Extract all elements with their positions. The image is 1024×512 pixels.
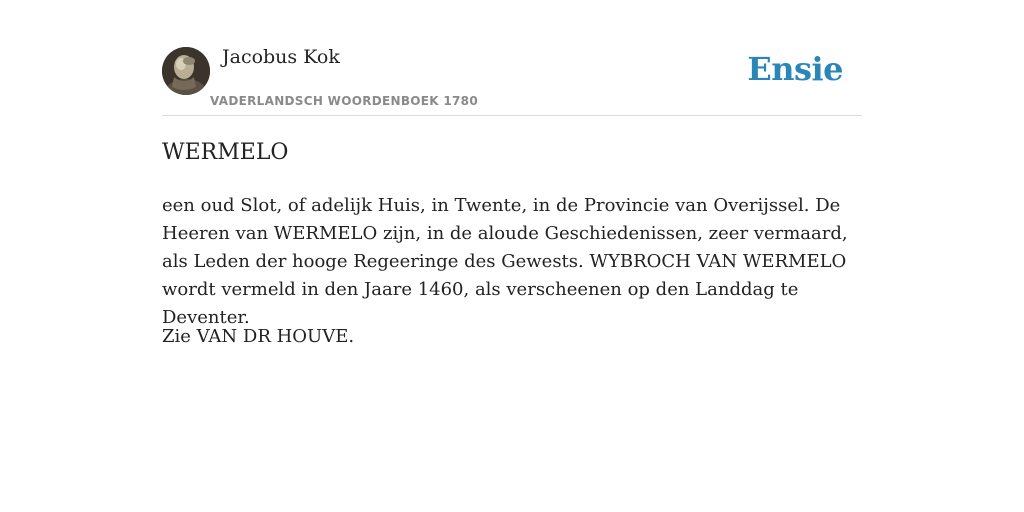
entry-definition: een oud Slot, of adelijk Huis, in Twente, in de Provincie van Overijssel. De Heeren van WERMELO zijn, in de aloude Geschiedenissen, zeer vermaard, als Leden der hooge Regeeringe des Gewests. WYBROCH VAN WERMELO wordt vermeld in den Jaare 1460, als verscheenen op den Landdag te Deventer. bbox=[162, 195, 848, 328]
source-title[interactable]: VADERLANDSCH WOORDENBOEK 1780 bbox=[210, 94, 478, 108]
author-avatar[interactable] bbox=[162, 47, 210, 95]
see-also-reference: Zie VAN DR HOUVE. bbox=[162, 326, 355, 347]
ensie-logo[interactable]: Ensie bbox=[747, 50, 843, 88]
entry-headword: WERMELO bbox=[162, 140, 289, 165]
portrait-icon bbox=[162, 47, 210, 95]
author-name[interactable]: Jacobus Kok bbox=[222, 46, 340, 68]
entry-header bbox=[162, 40, 862, 116]
